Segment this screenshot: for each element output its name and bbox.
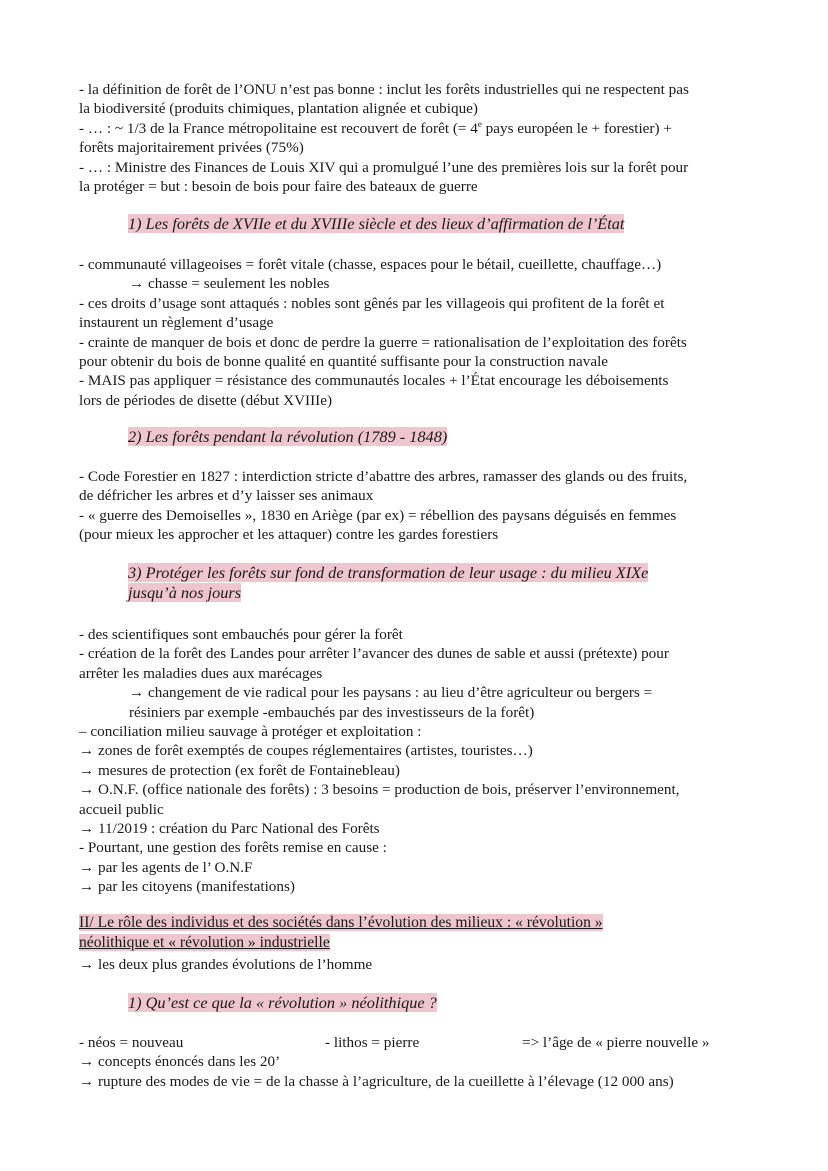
body-line: pour obtenir du bois de bonne qualité en quantité suffisante pour la construction navale [79,353,609,371]
body-line: → chasse = seulement les nobles [129,275,330,293]
body-line: arrêter les maladies dues aux marécages [79,664,323,682]
body-line: (pour mieux les approcher et les attaquer) contre les gardes forestiers [79,526,499,544]
intro-line: la protéger = but : besoin de bois pour faire des bateaux de guerre [79,178,478,196]
body-line: - ces droits d’usage sont attaqués : nobles sont gênés par les villageois qui profitent de la forêt et [79,294,665,312]
body-line: → par les citoyens (manifestations) [79,878,295,896]
etymology-row [79,1033,759,1052]
intro-line: forêts majoritairement privées (75%) [79,139,304,157]
body-line: instaurent un règlement d’usage [79,314,274,332]
intro-line: - la définition de forêt de l’ONU n’est pas bonne : inclut les forêts industrielles qui ne respectent pas [79,81,689,98]
section4-body [79,1033,759,1091]
body-line: → par les agents de l’ O.N.F [79,858,253,876]
part-title: II/ Le rôle des individus et des sociétés dans l’évolution des milieux : « révolution » néolithique et « révolution » industrielle [79,914,603,951]
body-line: → zones de forêt exemptés de coupes réglementaires (artistes, touristes…) [79,742,533,760]
body-line: de défricher les arbres et d’y laisser ses animaux [79,487,374,505]
section1-body [79,255,759,410]
body-line: - des scientifiques sont embauchés pour gérer la forêt [79,626,403,643]
section-heading: 2) Les forêts pendant la révolution (1789 - 1848) [128,427,448,446]
body-line: - crainte de manquer de bois et donc de perdre la guerre = rationalisation de l’exploitation des forêts [79,333,687,351]
section-heading: 1) Les forêts de XVIIe et du XVIIIe siècle et des lieux d’affirmation de l’État [128,214,625,233]
section-heading: 1) Qu’est ce que la « révolution » néolithique ? [128,993,437,1012]
intro-block [79,80,759,196]
body-line: lors de périodes de disette (début XVIIIe) [79,391,333,409]
body-line: → changement de vie radical pour les paysans : au lieu d’être agriculteur ou bergers = [129,684,653,702]
body-line: → rupture des modes de vie = de la chasse à l’agriculture, de la cueillette à l’élevage (12 000 ans) [79,1072,674,1090]
etymology-neos: - néos = nouveau [79,1034,184,1051]
body-line: - MAIS pas appliquer = résistance des communautés locales + l’État encourage les déboisements [79,372,669,390]
section2-body [79,467,759,545]
body-line: → O.N.F. (office nationale des forêts) : 3 besoins = production de bois, préserver l’environnement, [79,781,680,799]
intro-line: - … : ~ 1/3 de la France métropolitaine est recouvert de forêt (= $4^e$ pays européen le + forestier) + [79,118,672,137]
etymology-lithos: - lithos = pierre [325,1034,420,1051]
body-line: résiniers par exemple -embauchés par des investisseurs de la forêt) [129,703,535,721]
intro-line: - … : Ministre des Finances de Louis XIV qui a promulgué l’une des premières lois sur la forêt pour [79,158,689,176]
body-line: - « guerre des Demoiselles », 1830 en Ariège (par ex) = rébellion des paysans déguisés en femmes [79,506,677,524]
section3-body [79,625,759,897]
etymology-result: => l’âge de « pierre nouvelle » [522,1034,710,1051]
body-line: accueil public [79,800,164,818]
body-line: → 11/2019 : création du Parc National des Forêts [79,820,380,838]
body-line: - communauté villageoises = forêt vitale (chasse, espaces pour le bétail, cueillette, chauffage…) [79,256,662,273]
body-line: - Pourtant, une gestion des forêts remise en cause : [79,839,387,857]
body-line: → les deux plus grandes évolutions de l’homme [79,956,373,973]
body-line: - Code Forestier en 1827 : interdiction stricte d’abattre des arbres, ramasser des glands ou des fruits, [79,468,688,485]
body-line: → mesures de protection (ex forêt de Fontainebleau) [79,761,400,779]
section-heading: 3) Protéger les forêts sur fond de transformation de leur usage : du milieu XIXe jusqu’à nos jours [128,563,649,602]
body-line: → concepts énoncés dans les 20’ [79,1053,281,1071]
body-line: – conciliation milieu sauvage à protéger et exploitation : [79,723,422,741]
intro-line: la biodiversité (produits chimiques, plantation alignée et cubique) [79,100,478,118]
part2-subline [79,955,759,974]
body-line: - création de la forêt des Landes pour arrêter l’avancer des dunes de sable et aussi (prétexte) pour [79,645,669,663]
